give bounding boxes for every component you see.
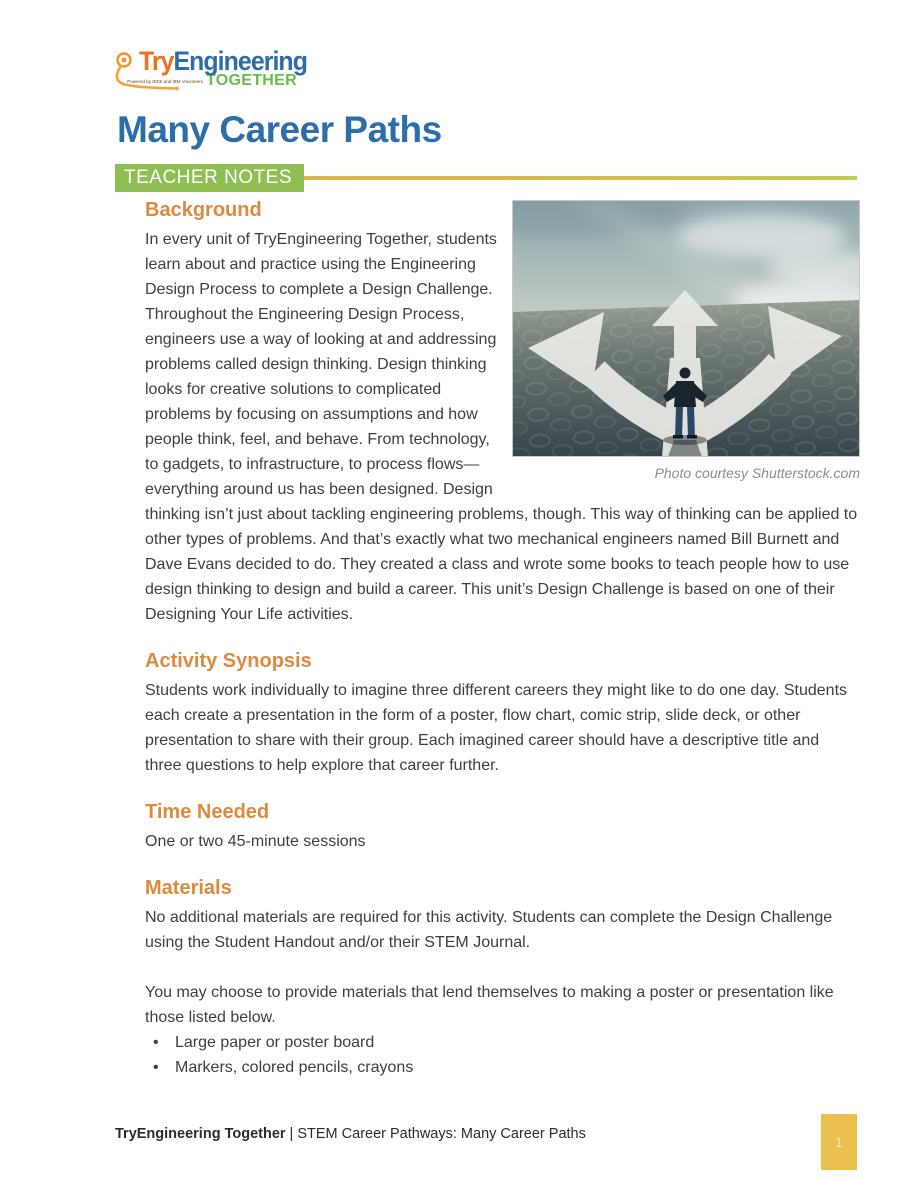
- document-body: [145, 198, 860, 1080]
- activity-synopsis-heading: Activity Synopsis: [145, 650, 312, 672]
- logo-tagline: Powered by IEEE and IBM Volunteers: [127, 78, 203, 84]
- activity-synopsis-paragraph: Students work individually to imagine three different careers they might like to do one day. Students each create a presentation in the form of a poster, flow chart, comic strip, slide deck, or other presentation to share with their group. Each imagined career should have a descriptive title and three questions to help explore that career further.: [145, 682, 848, 774]
- section-activity-synopsis: [145, 649, 860, 778]
- materials-bullet-list: [145, 1030, 860, 1080]
- photo-caption: Photo courtesy Shutterstock.com: [654, 465, 860, 481]
- logo-wordmark: [139, 46, 307, 77]
- page-number-badge: 1: [821, 1114, 857, 1170]
- bullet-icon: •: [153, 1034, 159, 1051]
- list-item: [145, 1055, 860, 1080]
- page-title: Many Career Paths: [117, 109, 442, 150]
- materials-heading: Materials: [145, 877, 232, 899]
- section-time-needed: [145, 800, 860, 854]
- list-item: [145, 1030, 860, 1055]
- footer-subtitle: | STEM Career Pathways: Many Career Paths: [285, 1126, 586, 1142]
- decorative-rule: [304, 176, 857, 180]
- teacher-notes-banner: TEACHER NOTES: [115, 164, 304, 192]
- time-needed-paragraph: One or two 45-minute sessions: [145, 833, 366, 850]
- career-crossroads-photo: [512, 200, 860, 457]
- bullet-text: Markers, colored pencils, crayons: [175, 1059, 414, 1076]
- banner-row: [115, 164, 857, 192]
- footer: [115, 1126, 586, 1142]
- career-crossroads-figure: [512, 200, 860, 486]
- tryengineering-logo: [115, 46, 415, 100]
- section-background: [145, 198, 860, 627]
- footer-brand: TryEngineering Together: [115, 1126, 286, 1142]
- materials-paragraph-2: You may choose to provide materials that lend themselves to making a poster or presentation like those listed below.: [145, 984, 834, 1026]
- logo-together: TOGETHER: [205, 72, 297, 89]
- bullet-text: Large paper or poster board: [175, 1034, 375, 1051]
- logo-try: Try: [139, 46, 174, 76]
- materials-paragraph-1: No additional materials are required for this activity. Students can complete the Design Challenge using the Student Handout and/or their STEM Journal.: [145, 909, 833, 951]
- background-paragraph: In every unit of TryEngineering Together, students learn about and practice using the Engineering Design Process to complete a Design Challenge. Throughout the Engineering Design Process, engineers use a way of looking at and addressing problems called design thinking. Design thinking looks for creative solutions to complicated problems by focusing on assumptions and how people think, feel, and behave. From technology, to gadgets, to infrastructure, to process flows—everything around us has been designed. Design thinking isn’t just about tackling engineering problems, though. This way of thinking can be applied to other types of problems. And that’s exactly what two mechanical engineers named Bill Burnett and Dave Evans decided to do. They created a class and wrote some books to teach people how to use design thinking to design and build a career. This unit’s Design Challenge is based on one of their Designing Your Life activities.: [145, 231, 858, 623]
- page-header: [0, 0, 911, 192]
- logo-engineering: Engineering: [173, 46, 307, 76]
- bullet-icon: •: [153, 1059, 159, 1076]
- section-materials: [145, 876, 860, 1080]
- time-needed-heading: Time Needed: [145, 801, 270, 823]
- background-heading: Background: [145, 199, 262, 221]
